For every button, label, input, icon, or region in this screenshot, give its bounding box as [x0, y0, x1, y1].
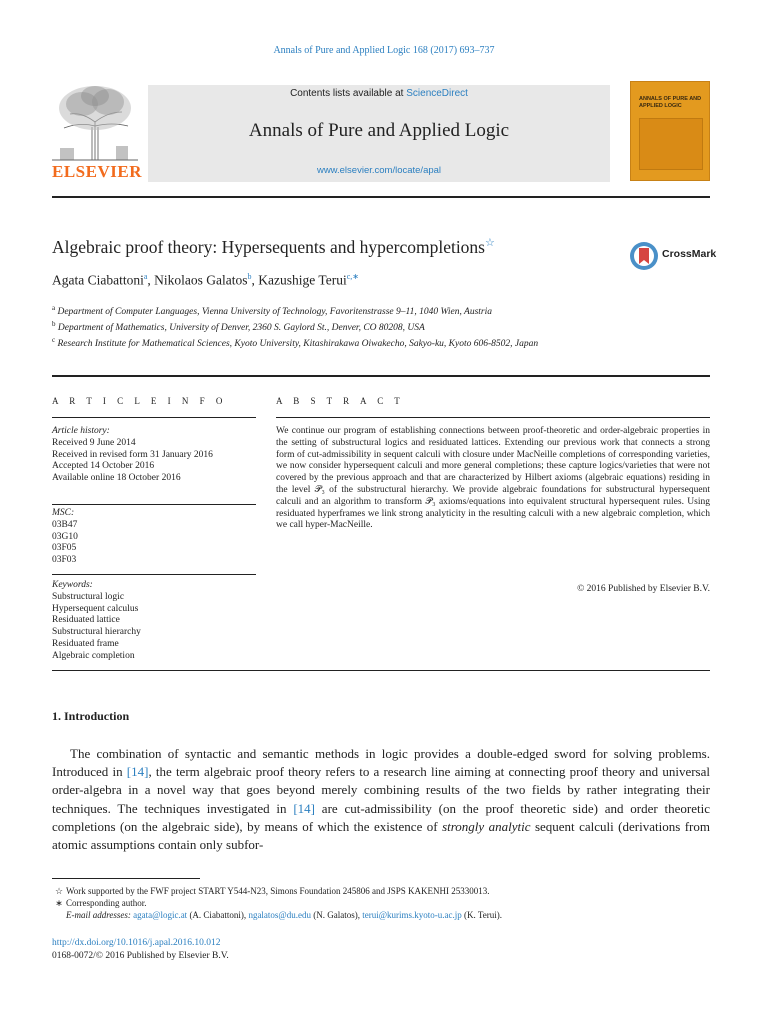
title-footnote-mark[interactable]: ☆	[485, 237, 495, 249]
journal-title: Annals of Pure and Applied Logic	[248, 120, 510, 141]
contents-line	[148, 88, 610, 99]
journal-reference[interactable]: Annals of Pure and Applied Logic 168 (2017) 693–737	[273, 45, 495, 56]
author-affil-mark[interactable]: a	[143, 272, 148, 281]
msc-divider	[52, 574, 256, 575]
history-item: Accepted 14 October 2016	[52, 461, 155, 472]
affiliation-mark: b	[52, 320, 56, 329]
footnote-rule	[52, 878, 200, 879]
msc-code: 03F03	[52, 555, 77, 566]
affiliation-item	[52, 302, 652, 318]
journal-cover-image	[630, 81, 710, 181]
email-owner: (A. Ciabattoni),	[187, 910, 249, 921]
keyword: Substructural hierarchy	[52, 627, 141, 638]
affiliation-text: Research Institute for Mathematical Sciences, Kyoto University, Kitashirakawa Oiwakecho, Sakyo-ku, Kyoto 606-8502, Japan	[57, 339, 539, 350]
author-affil-mark[interactable]: c,∗	[346, 272, 359, 281]
journal-banner	[148, 85, 610, 182]
msc-code: 03G10	[52, 531, 78, 542]
doi-link[interactable]: http://dx.doi.org/10.1016/j.apal.2016.10.012	[52, 938, 221, 948]
article-identifiers	[52, 937, 229, 962]
cover-panel	[639, 118, 703, 170]
keyword: Residuated lattice	[52, 615, 120, 626]
footnote-mark: ☆	[54, 886, 64, 896]
abstract-bottom-rule	[52, 670, 710, 671]
affiliations	[52, 302, 652, 350]
affiliation-item	[52, 334, 652, 350]
msc-block	[52, 508, 256, 567]
affiliation-mark: a	[52, 304, 56, 312]
abstract-rule	[276, 417, 710, 418]
article-info	[52, 426, 256, 485]
author-name: Nikolaos Galatos	[154, 272, 248, 288]
keywords-block	[52, 580, 256, 663]
keyword: Hypersequent calculus	[52, 603, 139, 614]
affiliation-text: Department of Computer Languages, Vienna University of Technology, Favoritenstrasse 9–11, 1040 Wien, Austria	[57, 307, 492, 318]
intro-text: , the term algebraic proof theory refers to a research line aiming at connecting proof theory and universal order-algebra in a novel way that goes beyond merely combining results of the two fields by rather integrating their techniques. The techniques investigated in	[52, 764, 711, 816]
email-label: E-mail addresses:	[66, 910, 131, 921]
footnotes	[52, 885, 710, 922]
info-rule	[52, 375, 710, 377]
email-link[interactable]: ngalatos@du.edu	[248, 910, 311, 921]
email-link[interactable]: terui@kurims.kyoto-u.ac.jp	[362, 910, 462, 921]
article-info-label: A R T I C L E I N F O	[52, 396, 227, 406]
affiliation-text: Department of Mathematics, University of Denver, 2360 S. Gaylord St., Denver, CO 80208, USA	[57, 323, 425, 334]
elsevier-wordmark: ELSEVIER	[52, 162, 142, 181]
author-name: Agata Ciabattoni	[52, 272, 144, 288]
footnote	[52, 885, 710, 897]
msc-code: 03F05	[52, 543, 77, 554]
author-name: Kazushige Terui	[258, 272, 347, 288]
header-rule	[52, 196, 710, 198]
history-item: Available online 18 October 2016	[52, 473, 181, 484]
email-owner: (N. Galatos),	[310, 910, 363, 921]
cover-title: ANNALS OF PURE AND APPLIED LOGIC	[639, 96, 702, 109]
paper-title-text: Algebraic proof theory: Hypersequents and hypercompletions	[52, 236, 485, 257]
crossmark-button[interactable]	[628, 240, 717, 272]
history-divider	[52, 504, 256, 505]
footnote	[52, 897, 710, 909]
email-link[interactable]: agata@logic.at	[133, 910, 188, 921]
intro-text: are cut-admissibility (on the proof theoretic side) and order theoretic completions (on the algebraic side), by means of which the existence of	[52, 800, 710, 834]
contents-prefix: Contents lists available at	[290, 88, 407, 99]
affiliation-mark: c	[52, 336, 56, 345]
keyword: Substructural logic	[52, 591, 125, 602]
section-heading: 1. Introduction	[52, 709, 130, 723]
intro-text: sequent calculi (derivations from atomic assumptions contain only subfor-	[52, 818, 710, 853]
footnote-mark: ∗	[55, 898, 63, 909]
msc-heading: MSC:	[52, 508, 75, 518]
intro-emphasis: strongly analytic	[442, 818, 531, 834]
elsevier-logo	[52, 82, 142, 182]
journal-url-link[interactable]: www.elsevier.com/locate/apal	[316, 165, 442, 176]
email-footnote	[52, 909, 710, 921]
intro-text: The combination of syntactic and semantic methods in logic provides a double-edged sword for solving problems. Introduced in	[52, 746, 710, 780]
crossmark-icon	[628, 240, 660, 272]
abstract-text: We continue our program of establishing connections between proof-theoretic and order-algebraic properties in the setting of substructural logics and residuated lattices. Extending our previous work that connects a strong form of cut-admissibility in sequent calculi with closure under MacNeille completions of corresponding varieties, we now consider hypersequent calculi and more general completions; these capture logics/varieties that were not covered by the previous approach and that are characterized by Hilbert axioms (algebraic equations) residing in the level 𝒫₃ of the substructural hierarchy. We provide algebraic foundations for substructural hypersequent calculi and an algorithm to transform 𝒫₃ axioms/equations into equivalent structural hypersequent rules. Using residuated hyperframes we link strong analyticity in the resulting calculi with a new algebraic completion, which we call hyper-MacNeille.	[276, 426, 710, 531]
elsevier-tree-icon	[52, 82, 138, 162]
sciencedirect-link[interactable]: ScienceDirect	[406, 88, 468, 99]
keyword: Algebraic completion	[52, 650, 135, 661]
author-list: Agata Ciabattoni$^a$, Nikolaos Galatos$^b$, Kazushige Terui$^{c,∗}$	[52, 272, 359, 288]
footnote-text: Corresponding author.	[66, 898, 147, 909]
email-owner: (K. Terui).	[461, 910, 502, 921]
abstract-copyright: © 2016 Published by Elsevier B.V.	[577, 584, 710, 594]
msc-code: 03B47	[52, 519, 78, 530]
crossmark-label: CrossMark	[662, 248, 717, 260]
footnote-text: Work supported by the FWF project START Y544-N23, Simons Foundation 245806 and JSPS KAKENHI 25330013.	[66, 886, 490, 896]
intro-paragraph	[52, 745, 710, 854]
paper-title	[52, 236, 495, 258]
keywords-heading: Keywords:	[52, 580, 93, 590]
keyword: Residuated frame	[52, 638, 119, 649]
issn-line: 0168-0072/© 2016 Published by Elsevier B.V.	[52, 950, 229, 961]
affiliation-item	[52, 318, 652, 334]
citation-link[interactable]: [14]	[126, 764, 149, 780]
article-info-rule	[52, 417, 256, 418]
author-affil-mark[interactable]: b	[247, 272, 252, 281]
history-item: Received 9 June 2014	[52, 437, 136, 448]
history-heading: Article history:	[52, 426, 110, 436]
history-item: Received in revised form 31 January 2016	[52, 449, 213, 460]
abstract-label: A B S T R A C T	[276, 396, 405, 406]
citation-link[interactable]: [14]	[293, 800, 315, 816]
